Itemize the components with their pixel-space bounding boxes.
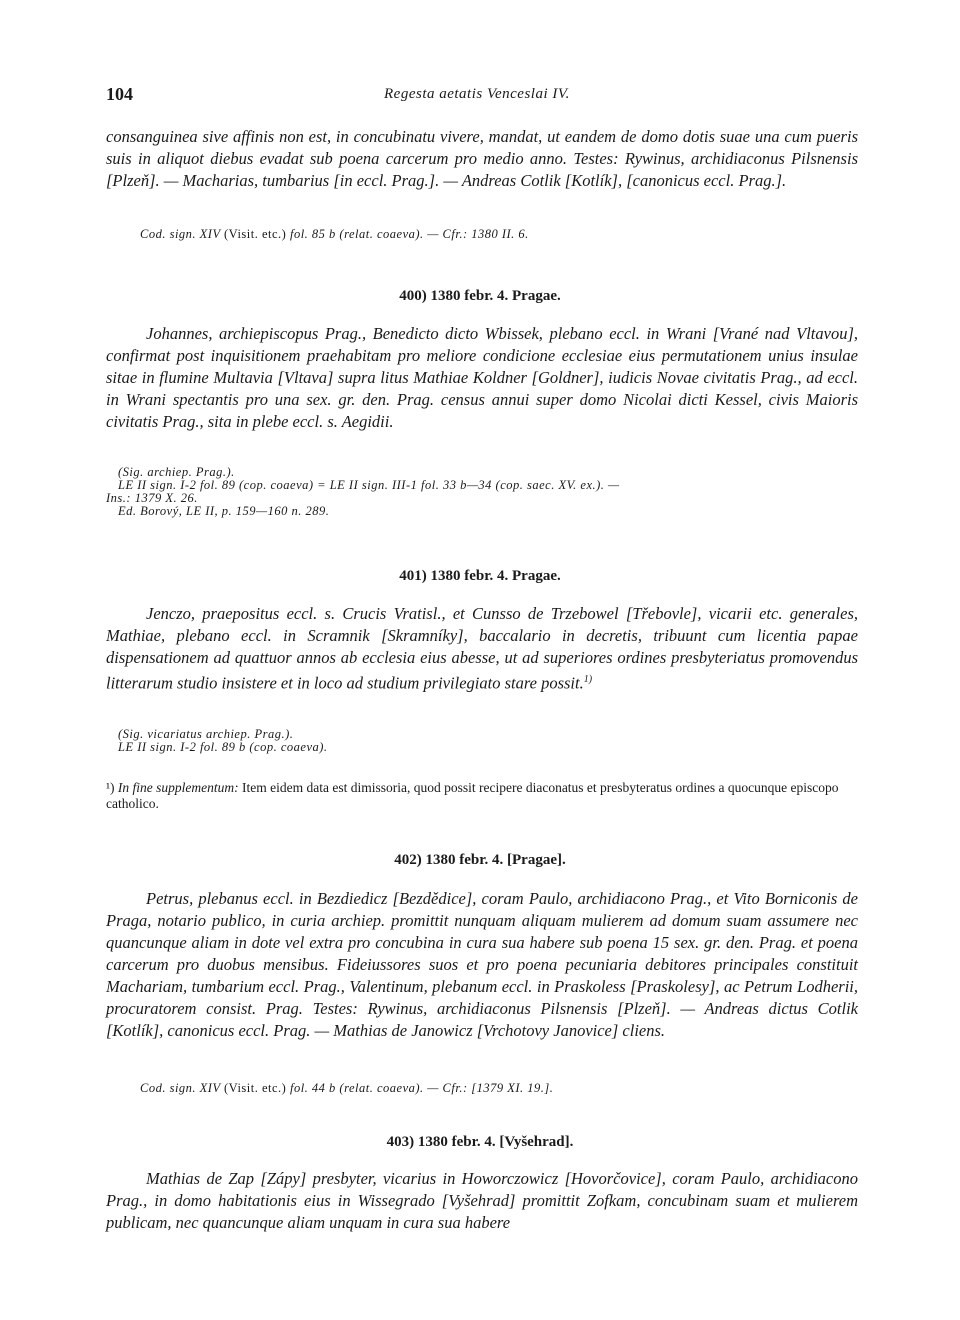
intro-paragraph: consanguinea sive affinis non est, in concubinatu vivere, mandat, ut eandem de domo dotis suae una cum pueris suis in aliquot diebus evadat sub poena carcerum pro medio anno. Testes: Rywinus, archidiaconus Pilsnensis [Plzeň]. — Macharias, tumbarius [in eccl. Prag.]. — Andreas Cotlik [Kotlík], [canonicus eccl. Prag.]. xyxy=(106,127,858,190)
footnote-text: Item eidem data est dimissoria, quod possit recipere diaconatus et presbyteratus ordines a quocunque episcopo catholico. xyxy=(106,780,839,811)
regest-403-heading-text: 403) 1380 febr. 4. [Vyšehrad]. xyxy=(386,1134,574,1150)
page-number: 104 xyxy=(106,84,133,104)
regest-400-sources xyxy=(106,466,858,518)
regest-402-source-b: (Visit. etc.) xyxy=(224,1081,287,1095)
regest-402-source-a: Cod. sign. XIV xyxy=(140,1081,221,1095)
regest-400-heading-text: 400) 1380 febr. 4. Pragae. xyxy=(399,288,561,304)
intro-source-c: fol. 85 b (relat. coaeva). — Cfr.: 1380 II. 6. xyxy=(289,227,529,241)
regest-401-source-1: (Sig. vicariatus archiep. Prag.). xyxy=(118,727,294,741)
regest-401-source-2: LE II sign. I-2 fol. 89 b (cop. coaeva). xyxy=(118,740,328,754)
regest-401-text xyxy=(106,603,858,695)
regest-403-text: Mathias de Zap [Zápy] presbyter, vicarius in Howorczowicz [Hovorčovice], coram Paulo, archidiacono Prag., in domo habitationis eius in Wissegrado [Vyšehrad] promittit Zofkam, concubinam suam et mulierem publicam, nec quancunque aliam unquam in cura sua habere xyxy=(106,1169,858,1232)
regest-401-sources xyxy=(106,728,858,754)
regest-402-heading-text: 402) 1380 febr. 4. [Pragae]. xyxy=(394,852,566,868)
footnote-lead: In fine supplementum: xyxy=(117,780,239,795)
regest-403-heading xyxy=(0,1134,960,1151)
regest-400-source-4: Ed. Borový, LE II, p. 159—160 n. 289. xyxy=(118,504,330,518)
footnote-mark: ¹) xyxy=(106,780,115,795)
regest-401-heading-text: 401) 1380 febr. 4. Pragae. xyxy=(399,568,561,584)
regest-400-source-2: LE II sign. I-2 fol. 89 (cop. coaeva) = LE II sign. III-1 fol. 33 b—34 (cop. saec. XV. ex.). — xyxy=(118,478,620,492)
page-header xyxy=(106,84,856,108)
intro-source-b: (Visit. etc.) xyxy=(224,227,287,241)
regest-401-heading xyxy=(0,568,960,585)
regest-400-source-1: (Sig. archiep. Prag.). xyxy=(118,465,235,479)
regest-402-text: Petrus, plebanus eccl. in Bezdiedicz [Bezdědice], coram Paulo, archidiacono Prag., et Vito Borniconis de Praga, notario publico, in curia archiep. promittit nunquam aliquam mulierem ad domum suam assumere nec quancunque aliam in dote vel extra pro concubina in cura sua habere sub poena 15 sex. gr. den. Prag. et poena carcerum pro duobus mensibus. Fideiussores suos et pro poena pecuniaria debitores principales constituit Machariam, tumbarium eccl. Prag., Valentinum, plebanum eccl. in Praskoless [Praskolesy], ac Petrum Lodherii, procuratorem consist. Prag. Testes: Rywinus, archidiaconus Pilsnensis [Plzeň]. — Andreas dictus Cotlik [Kotlík], canonicus eccl. Prag. — Mathias de Janowicz [Vrchotovy Janovice] cliens. xyxy=(106,889,858,1040)
regest-400-text: Johannes, archiepiscopus Prag., Benedicto dicto Wbissek, plebano eccl. in Wrani [Vrané nad Vltavou], confirmat post inquisitionem praehabitam pro meliore condicione ecclesiae eius permutationem unius insulae sitae in flumine Multavia [Vltava] supra litus Mathiae Koldner [Goldner], iudicis Novae civitatis Prag., ad eccl. in Wrani spectantis pro una sex. gr. den. Prag. census annui super domo Nicolai dicti Kessel, civis Maioris civitatis Prag., sita in plebe eccl. s. Aegidii. xyxy=(106,324,858,431)
regest-401-body: Jenczo, praepositus eccl. s. Crucis Vratisl., et Cunsso de Trzebowel [Třebovle], vicarii etc. generales, Mathiae, plebano eccl. in Scramnik [Skramníky], baccalario in decretis, tribuunt cum licentia papae dispensationem ad quattuor annos ab ecclesia eius abesse, ut ad superiores ordines presbyteriatus promovendus litterarum studio insistere et in loco ad studium privilegiato stare possit. xyxy=(106,604,858,693)
intro-source-line xyxy=(140,226,529,242)
footnote xyxy=(106,780,858,812)
footnote-ref: 1) xyxy=(583,674,593,685)
regest-402-heading xyxy=(0,852,960,869)
regest-400-source-3: Ins.: 1379 X. 26. xyxy=(106,491,198,505)
running-title: Regesta aetatis Venceslai IV. xyxy=(384,86,570,102)
intro-source-a: Cod. sign. XIV xyxy=(140,227,221,241)
regest-402-source-line xyxy=(140,1080,553,1096)
regest-402-source-c: fol. 44 b (relat. coaeva). — Cfr.: [1379 XI. 19.]. xyxy=(289,1081,554,1095)
regest-400-heading xyxy=(0,288,960,305)
